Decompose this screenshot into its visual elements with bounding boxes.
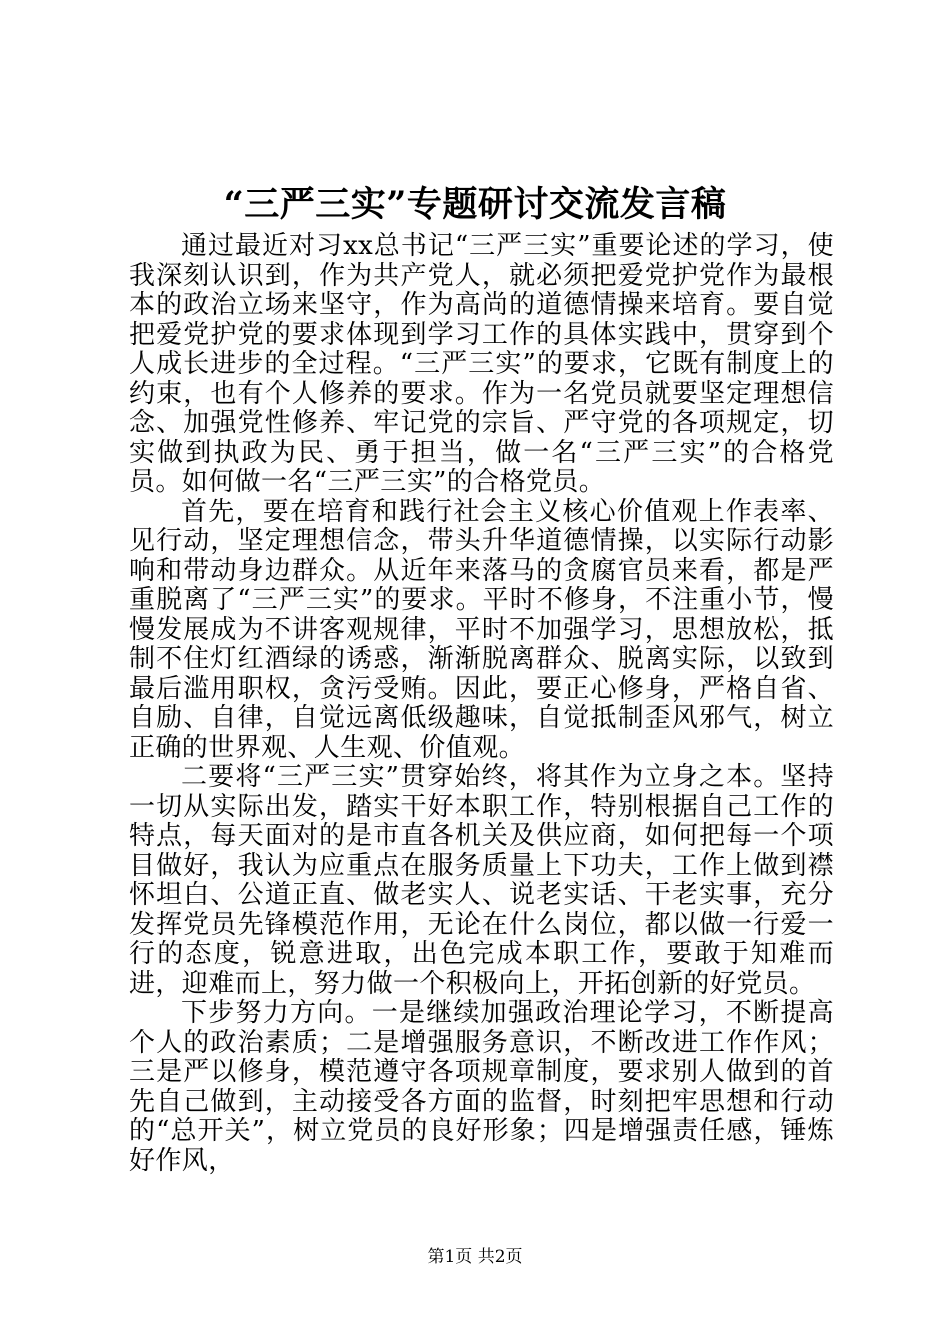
paragraph-1: 通过最近对习xx总书记“三严三实”重要论述的学习，使我深刻认识到，作为共产党人，就必须把爱党护党作为最根本的政治立场来坚守，作为高尚的道德情操来培育。要自觉把爱党护党的要求体现到学习工作的具体实践中，贯穿到个人成长进步的全过程。“三严三实”的要求，它既有制度上的约束，也有个人修养的要求。作为一名党员就要坚定理想信念、加强党性修养、牢记党的宗旨、严守党的各项规定，切实做到执政为民、勇于担当，做一名“三严三实”的合格党员。如何做一名“三严三实”的合格党员。 [129, 231, 834, 497]
paragraph-3: 二要将“三严三实”贯穿始终，将其作为立身之本。坚持一切从实际出发，踏实干好本职工作，特别根据自己工作的特点，每天面对的是市直各机关及供应商，如何把每一个项目做好，我认为应重点在服务质量上下功夫，工作上做到襟怀坦白、公道正直、做老实人、说老实话、干老实事，充分发挥党员先锋模范作用，无论在什么岗位，都以做一行爱一行的态度，锐意进取，出色完成本职工作，要敢于知难而进，迎难而上，努力做一个积极向上，开拓创新的好党员。 [129, 762, 834, 999]
paragraph-2: 首先，要在培育和践行社会主义核心价值观上作表率、见行动，坚定理想信念，带头升华道德情操，以实际行动影响和带动身边群众。从近年来落马的贪腐官员来看，都是严重脱离了“三严三实”的要求。平时不修身，不注重小节，慢慢发展成为不讲客观规律，平时不加强学习，思想放松，抵制不住灯红酒绿的诱惑，渐渐脱离群众、脱离实际，以致到最后滥用职权，贪污受贿。因此，要正心修身，严格自省、自励、自律，自觉远离低级趣味，自觉抵制歪风邪气，树立正确的世界观、人生观、价值观。 [129, 496, 834, 763]
page-footer [0, 1246, 950, 1268]
document-title: “三严三实”专题研讨交流发言稿 [223, 184, 727, 226]
page-number-label: 第1页 共2页 [427, 1247, 523, 1267]
document-body [129, 232, 834, 1176]
paragraph-4: 下步努力方向。一是继续加强政治理论学习，不断提高个人的政治素质；二是增强服务意识，不断改进工作作风；三是严以修身，模范遵守各项规章制度，要求别人做到的首先自己做到，主动接受各方面的监督，时刻把牢思想和行动的“总开关”，树立党员的良好形象；四是增强责任感，锤炼好作风， [129, 998, 834, 1176]
